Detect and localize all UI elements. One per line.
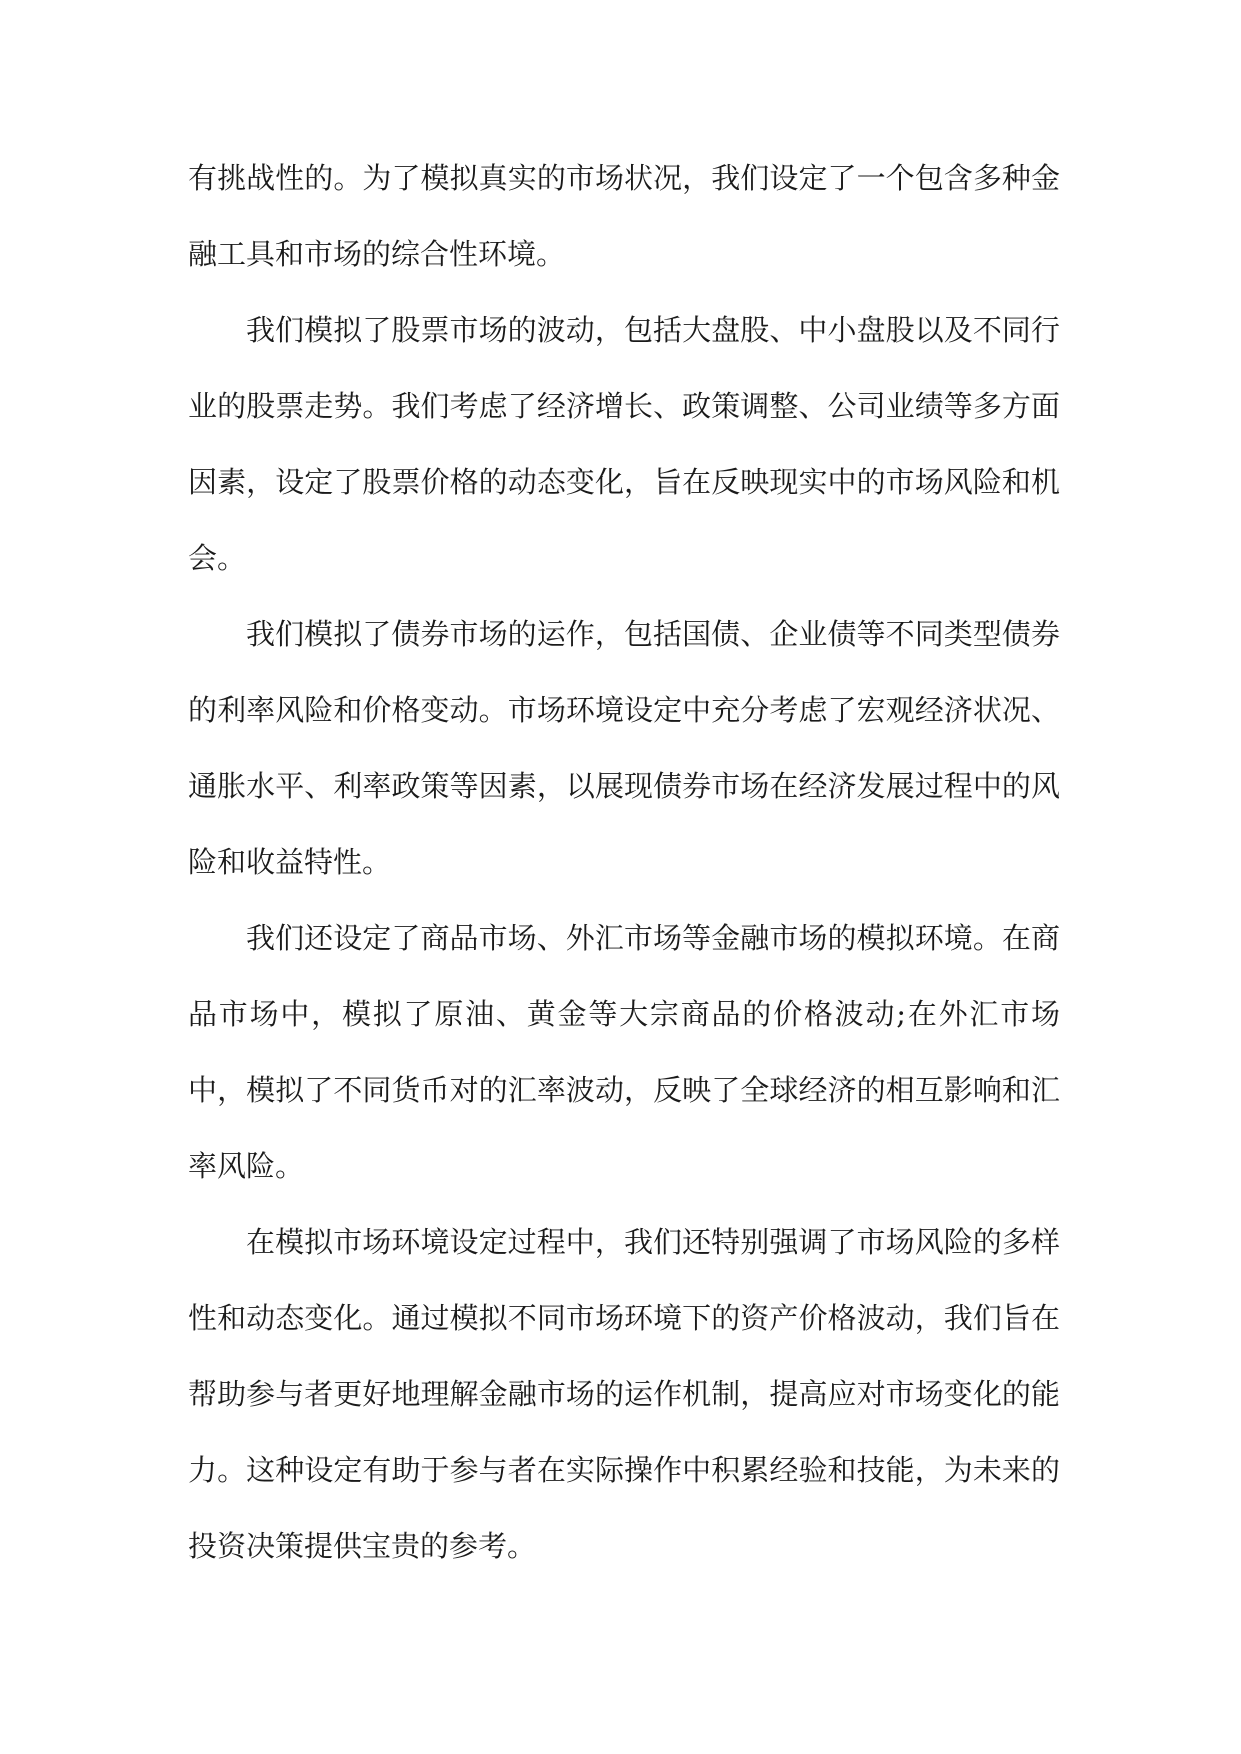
paragraph-commodity-forex-market: 我们还设定了商品市场、外汇市场等金融市场的模拟环境。在商品市场中，模拟了原油、黄金等大宗商品的价格波动;在外汇市场中，模拟了不同货币对的汇率波动，反映了全球经济的相互影响和汇率风险。	[188, 921, 1060, 1183]
document-body	[188, 140, 1060, 1584]
paragraph-continuation: 有挑战性的。为了模拟真实的市场状况，我们设定了一个包含多种金融工具和市场的综合性环境。	[188, 161, 1060, 271]
paragraph-stock-market: 我们模拟了股票市场的波动，包括大盘股、中小盘股以及不同行业的股票走势。我们考虑了经济增长、政策调整、公司业绩等多方面因素，设定了股票价格的动态变化，旨在反映现实中的市场风险和机会。	[188, 313, 1060, 575]
paragraph-market-risk-summary: 在模拟市场环境设定过程中，我们还特别强调了市场风险的多样性和动态变化。通过模拟不同市场环境下的资产价格波动，我们旨在帮助参与者更好地理解金融市场的运作机制，提高应对市场变化的能力。这种设定有助于参与者在实际操作中积累经验和技能，为未来的投资决策提供宝贵的参考。	[188, 1225, 1060, 1563]
paragraph-bond-market: 我们模拟了债券市场的运作，包括国债、企业债等不同类型债券的利率风险和价格变动。市场环境设定中充分考虑了宏观经济状况、通胀水平、利率政策等因素，以展现债券市场在经济发展过程中的风险和收益特性。	[188, 617, 1060, 879]
